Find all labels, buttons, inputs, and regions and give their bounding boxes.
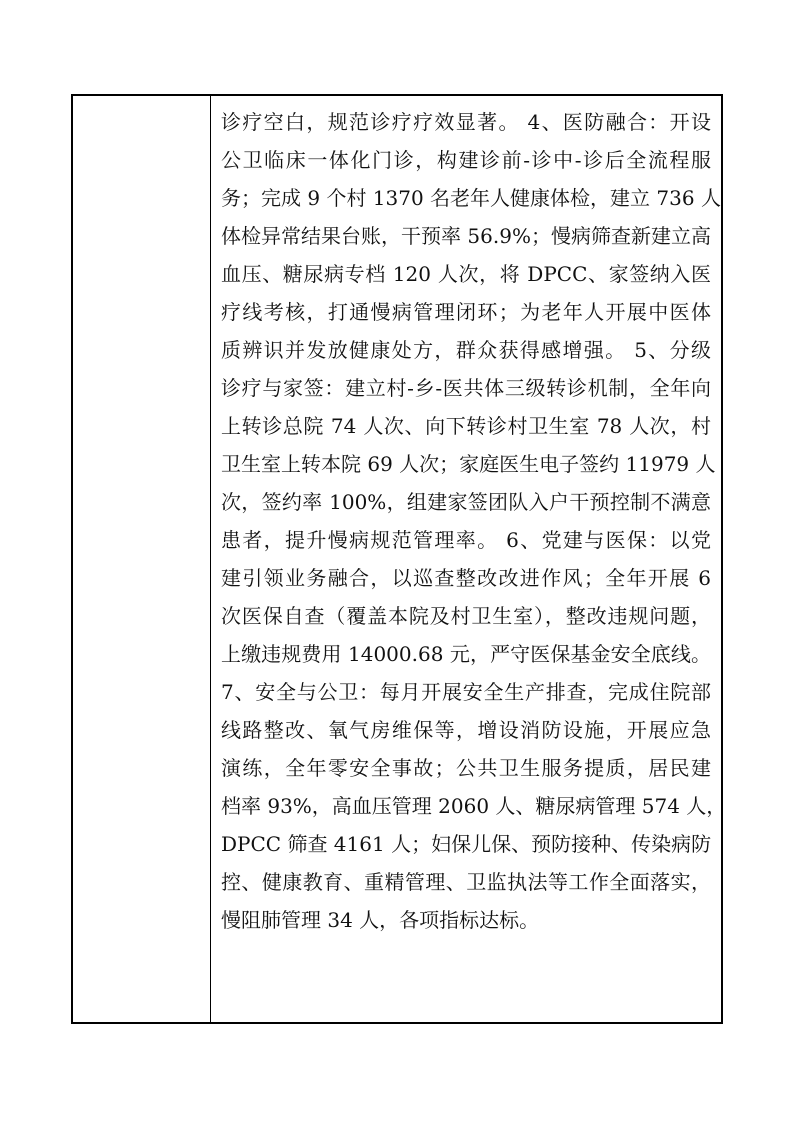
text-line: 建引领业务融合，以巡查整改改进作风；全年开展 6 (221, 566, 711, 590)
text-line: 血压、糖尿病专档 120 人次，将 DPCC、家签纳入医 (221, 262, 711, 286)
document-table (71, 94, 727, 1024)
table-right-cell (211, 96, 727, 1022)
text-line: 患者，提升慢病规范管理率。 6、党建与医保：以党 (221, 528, 711, 552)
text-line: 上缴违规费用 14000.68 元，严守医保基金安全底线。 (221, 642, 711, 666)
text-line: 上转诊总院 74 人次、向下转诊村卫生室 78 人次，村 (221, 414, 711, 438)
text-line: 体检异常结果台账，干预率 56.9%；慢病筛查新建立高 (221, 224, 711, 248)
text-line: 卫生室上转本院 69 人次；家庭医生电子签约 11979 人 (221, 452, 716, 476)
table-left-cell (73, 96, 210, 1022)
text-line: 档率 93%，高血压管理 2060 人、糖尿病管理 574 人， (221, 794, 727, 818)
text-line: 次医保自查（覆盖本院及村卫生室），整改违规问题， (221, 604, 711, 628)
text-line: 疗线考核，打通慢病管理闭环；为老年人开展中医体 (221, 300, 711, 324)
text-line: 诊疗空白，规范诊疗疗效显著。 4、医防融合：开设 (221, 110, 711, 134)
text-line: 次，签约率 100%，组建家签团队入户干预控制不满意 (221, 490, 711, 514)
text-line: 7、安全与公卫：每月开展安全生产排查，完成住院部 (221, 680, 711, 704)
text-line: 控、健康教育、重精管理、卫监执法等工作全面落实， (221, 870, 711, 894)
text-line: 公卫临床一体化门诊，构建诊前-诊中-诊后全流程服 (221, 148, 711, 172)
text-line: 线路整改、氧气房维保等，增设消防设施，开展应急 (221, 718, 711, 742)
text-line: 务；完成 9 个村 1370 名老年人健康体检，建立 736 人 (221, 186, 721, 210)
text-line: 诊疗与家签：建立村-乡-医共体三级转诊机制，全年向 (221, 376, 711, 400)
text-line: 质辨识并发放健康处方，群众获得感增强。 5、分级 (221, 338, 711, 362)
text-line: DPCC 筛查 4161 人；妇保儿保、预防接种、传染病防 (221, 832, 712, 856)
text-line: 慢阻肺管理 34 人，各项指标达标。 (221, 908, 540, 932)
text-line: 演练，全年零安全事故；公共卫生服务提质，居民建 (221, 756, 711, 780)
